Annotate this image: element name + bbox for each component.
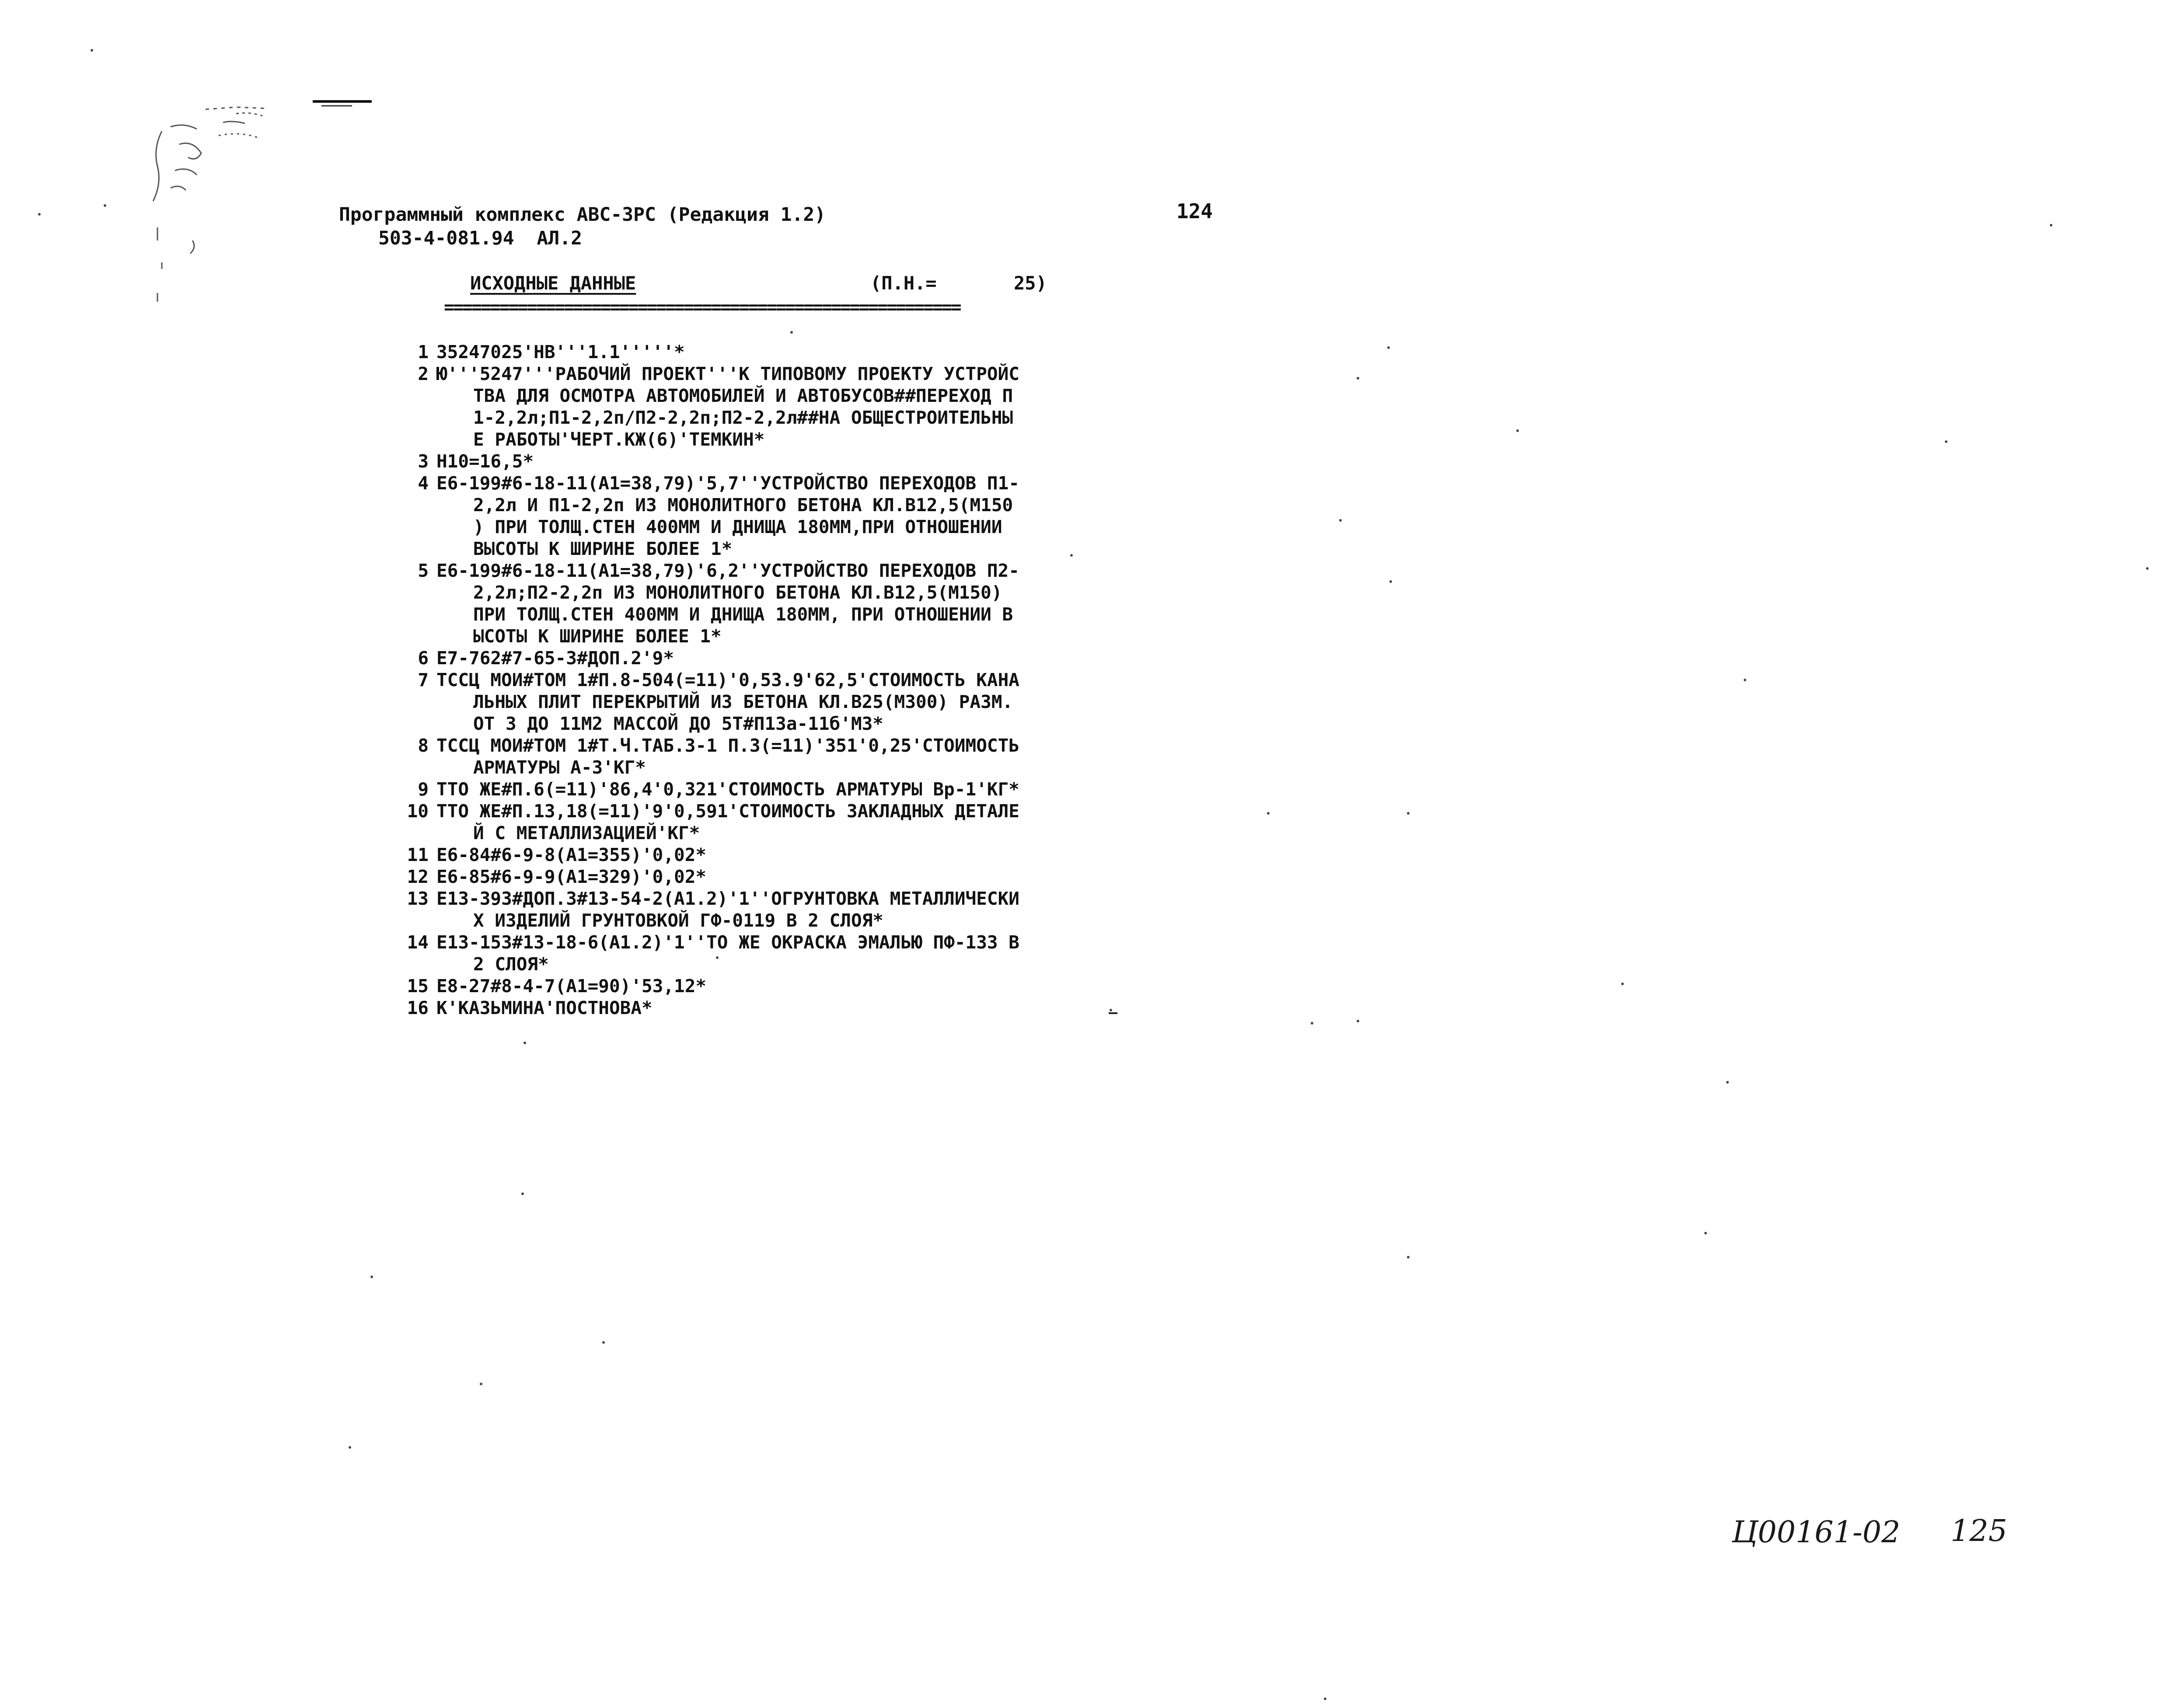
row-text-continuation: ОТ 3 ДО 11М2 МАССОЙ ДО 5Т#П13а-11б'М3* xyxy=(473,713,883,734)
row-number: 7 xyxy=(418,669,429,690)
pn-value: 25) xyxy=(1014,272,1047,294)
row-text-line: 35247025'НВ'''1.1'''''* xyxy=(436,342,685,363)
row-text-line: Е6-85#6-9-9(А1=329)'0,02* xyxy=(436,866,707,887)
row-text-continuation: ЛЬНЫХ ПЛИТ ПЕРЕКРЫТИЙ ИЗ БЕТОНА КЛ.В25(М300) РАЗМ. xyxy=(473,691,1013,712)
handwritten-page-number: 125 xyxy=(1951,1514,2007,1548)
row-text-line: Е7-762#7-65-3#ДОП.2'9* xyxy=(436,648,674,669)
row-number: 2 xyxy=(418,363,429,384)
row-text-continuation: 1-2,2л;П1-2,2п/П2-2,2п;П2-2,2л##НА ОБЩЕСТРОИТЕЛЬНЫ xyxy=(473,407,1013,428)
row-number: 9 xyxy=(418,779,429,800)
row-text-line: ТССЦ МОИ#ТОМ 1#Т.Ч.ТАБ.3-1 П.3(=11)'351'0,25'СТОИМОСТЬ xyxy=(436,735,1019,756)
document-code: 503-4-081.94 АЛ.2 xyxy=(378,227,582,249)
pn-label: (П.Н.= xyxy=(870,272,937,294)
row-text-line: ТТО ЖЕ#П.6(=11)'86,4'0,321'СТОИМОСТЬ АРМАТУРЫ Вр-1'КГ* xyxy=(436,779,1019,800)
row-number: 1 xyxy=(418,342,429,363)
handwritten-code: Ц00161-02 xyxy=(1732,1515,1901,1550)
row-number: 15 xyxy=(407,976,429,997)
row-text-line: Е8-27#8-4-7(А1=90)'53,12* xyxy=(436,976,707,997)
row-text-continuation: 2,2л;П2-2,2п ИЗ МОНОЛИТНОГО БЕТОНА КЛ.В12,5(М150) xyxy=(473,582,1002,603)
row-number: 5 xyxy=(418,560,429,581)
row-text-continuation: ВЫСОТЫ К ШИРИНЕ БОЛЕЕ 1* xyxy=(473,538,733,559)
row-number: 8 xyxy=(418,735,429,756)
row-number: 14 xyxy=(407,932,429,953)
row-text-line: ТССЦ МОИ#ТОМ 1#П.8-504(=11)'0,53.9'62,5'СТОИМОСТЬ КАНА xyxy=(436,669,1019,690)
row-text-continuation: ПРИ ТОЛЩ.СТЕН 400ММ И ДНИЩА 180ММ, ПРИ ОТНОШЕНИИ В xyxy=(473,604,1013,625)
row-text-continuation: Е РАБОТЫ'ЧЕРТ.КЖ(6)'ТЕМКИН* xyxy=(473,429,765,450)
program-title: Программный комплекс АВС-3РС (Редакция 1.2) xyxy=(339,204,826,226)
row-text-line: Н10=16,5* xyxy=(436,451,534,472)
row-text-line: Е13-393#ДОП.3#13-54-2(А1.2)'1''ОГРУНТОВКА МЕТАЛЛИЧЕСКИ xyxy=(436,888,1019,909)
row-text-line: Е6-199#6-18-11(А1=38,79)'5,7''УСТРОЙСТВО ПЕРЕХОДОВ П1- xyxy=(436,473,1019,494)
row-text-continuation: ) ПРИ ТОЛЩ.СТЕН 400ММ И ДНИЩА 180ММ,ПРИ ОТНОШЕНИИ xyxy=(473,516,1002,537)
row-number: 4 xyxy=(418,473,429,494)
row-text-continuation: 2 СЛОЯ* xyxy=(473,954,549,975)
section-title: ИСХОДНЫЕ ДАННЫЕ xyxy=(470,272,636,294)
row-number: 11 xyxy=(407,844,429,865)
row-text-continuation: АРМАТУРЫ А-3'КГ* xyxy=(473,757,646,778)
row-text-line: Е13-153#13-18-6(А1.2)'1''ТО ЖЕ ОКРАСКА ЭМАЛЬЮ ПФ-133 В xyxy=(436,932,1019,953)
row-text-line: Ю'''5247'''РАБОЧИЙ ПРОЕКТ'''К ТИПОВОМУ ПРОЕКТУ УСТРОЙС xyxy=(436,363,1019,384)
row-text-line: Е6-84#6-9-8(А1=355)'0,02* xyxy=(436,844,707,865)
row-text-line: К'КАЗЬМИНА'ПОСТНОВА* xyxy=(436,997,653,1018)
row-number: 16 xyxy=(407,997,429,1018)
row-number: 10 xyxy=(407,801,429,822)
row-text-continuation: Й С МЕТАЛЛИЗАЦИЕЙ'КГ* xyxy=(473,823,700,844)
row-text-line: Е6-199#6-18-11(А1=38,79)'6,2''УСТРОЙСТВО ПЕРЕХОДОВ П2- xyxy=(436,560,1019,581)
row-text-line: ТТО ЖЕ#П.13,18(=11)'9'0,591'СТОИМОСТЬ ЗАКЛАДНЫХ ДЕТАЛЕ xyxy=(436,801,1019,822)
row-number: 12 xyxy=(407,866,429,887)
page-number: 124 xyxy=(1176,199,1213,223)
row-text-continuation: ЫСОТЫ К ШИРИНЕ БОЛЕЕ 1* xyxy=(473,626,722,647)
row-text-continuation: ТВА ДЛЯ ОСМОТРА АВТОМОБИЛЕЙ И АВТОБУСОВ##ПЕРЕХОД П xyxy=(473,385,1013,406)
row-text-continuation: Х ИЗДЕЛИЙ ГРУНТОВКОЙ ГФ-0119 В 2 СЛОЯ* xyxy=(473,910,883,931)
row-number: 3 xyxy=(418,451,429,472)
row-text-continuation: 2,2л И П1-2,2п ИЗ МОНОЛИТНОГО БЕТОНА КЛ.В12,5(М150 xyxy=(473,495,1013,516)
row-number: 13 xyxy=(407,888,429,909)
double-rule: ======================================================== xyxy=(444,297,960,317)
row-number: 6 xyxy=(418,648,429,669)
